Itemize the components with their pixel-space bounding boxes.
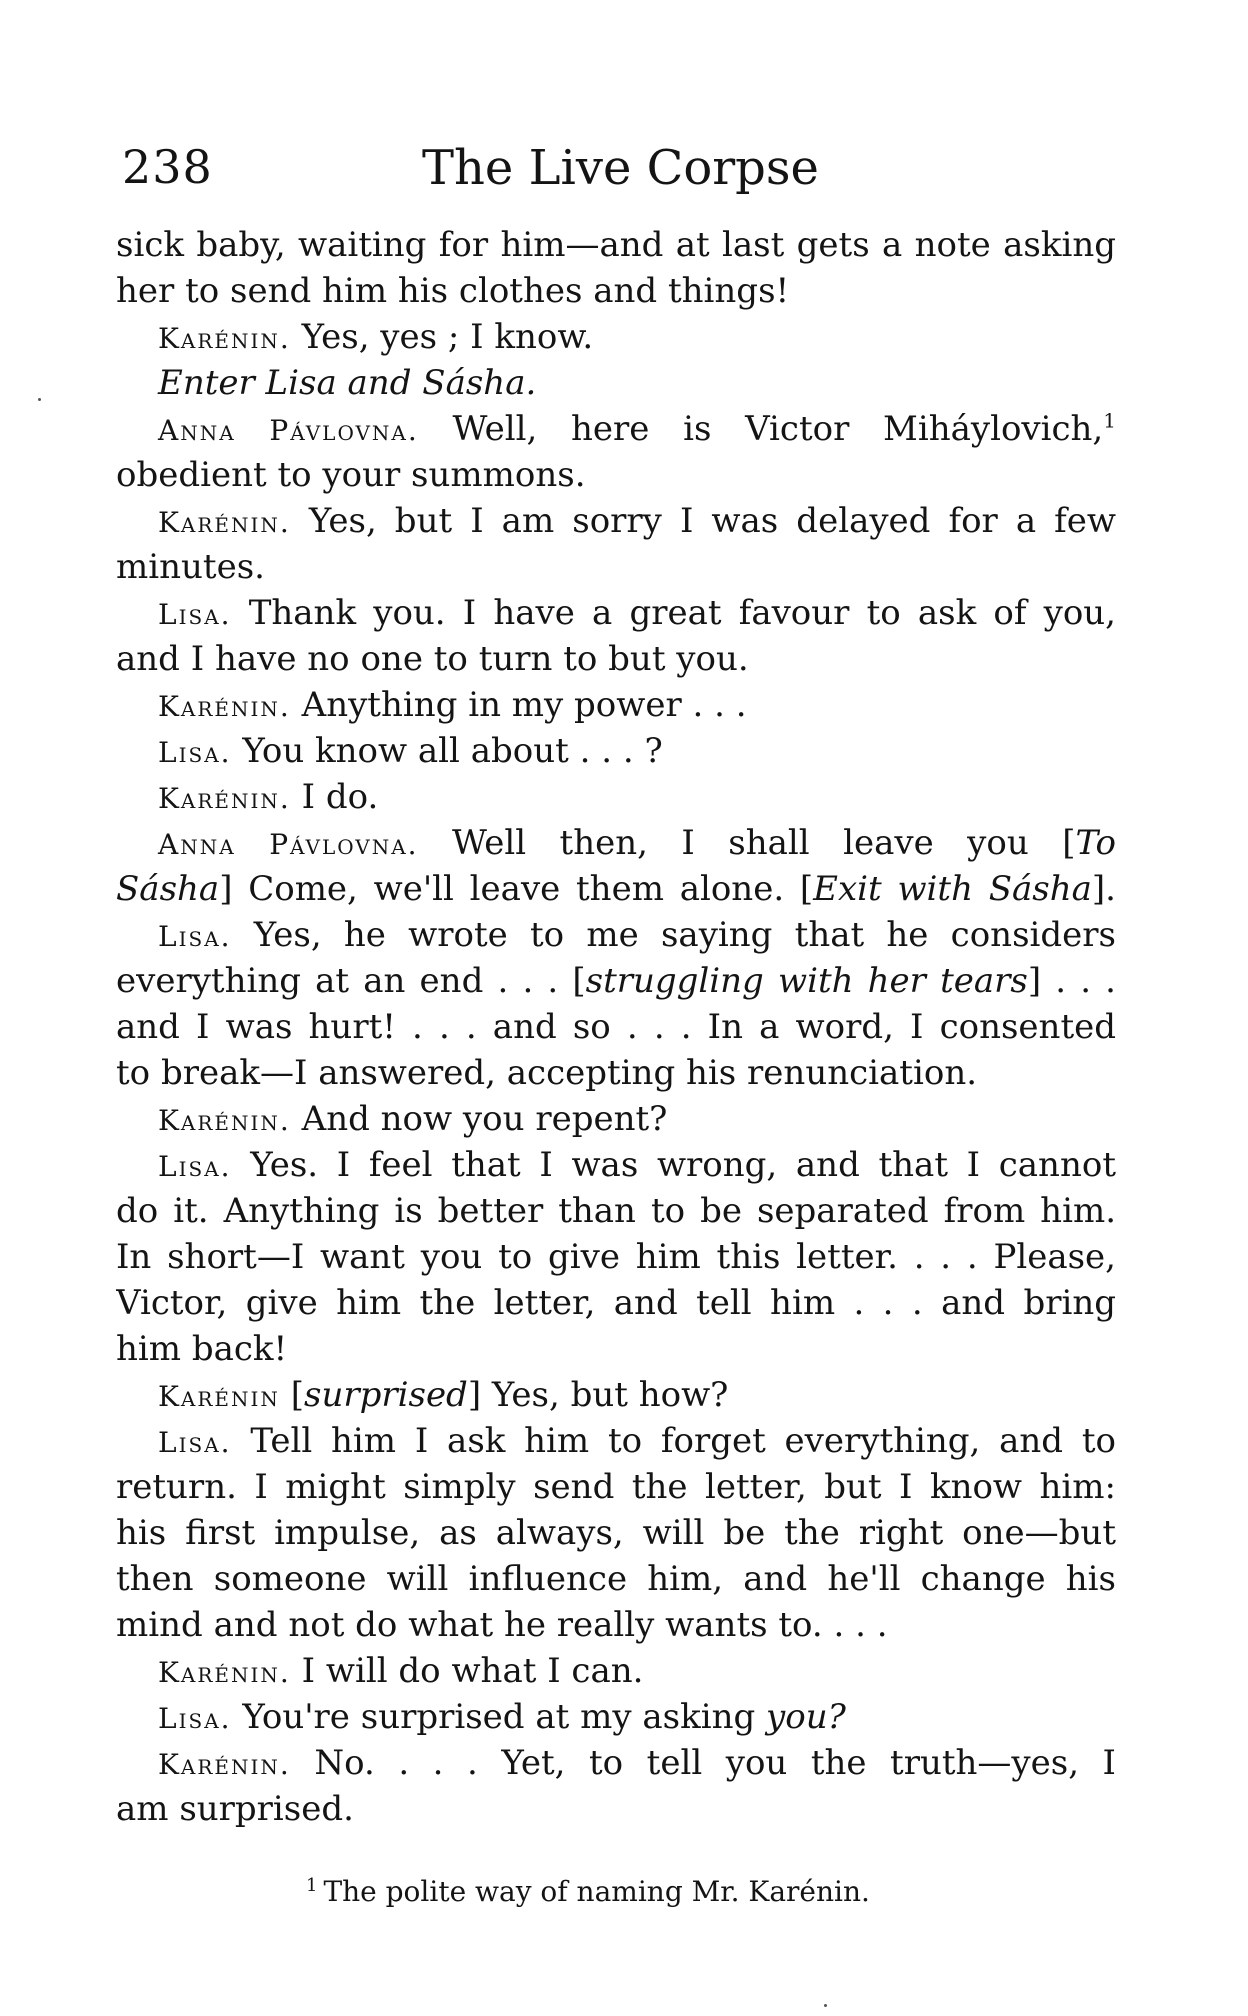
text-line (116, 314, 1116, 360)
text-line (116, 866, 1116, 912)
dialogue-text: Yes, he wrote to me saying that he considers (231, 915, 1116, 955)
text-line (116, 1464, 1116, 1510)
text-line (116, 1694, 1116, 1740)
dialogue-text: to break—I answered, accepting his renunciation. (116, 1053, 978, 1093)
text-line (116, 774, 1116, 820)
text-line (116, 1510, 1116, 1556)
dialogue-text: return. I might simply send the letter, but I know him: (116, 1467, 1116, 1507)
print-speck (38, 398, 41, 401)
speaker-name: Lisa. (158, 1702, 232, 1735)
text-line (116, 1602, 1116, 1648)
dialogue-text: Yes, yes ; I know. (290, 317, 594, 357)
speaker-name: Karénin. (158, 506, 291, 539)
text-line (116, 360, 1116, 406)
speaker-name: Lisa. (158, 1150, 232, 1183)
dialogue-text: Thank you. I have a great favour to ask of you, (231, 593, 1116, 633)
speaker-name: Anna Pávlovna. (158, 414, 419, 447)
dialogue-text: ] Come, we'll leave them alone. [ (219, 869, 814, 909)
text-line (116, 406, 1116, 452)
text-line (116, 1234, 1116, 1280)
dialogue-text: and I have no one to turn to but you. (116, 639, 749, 679)
dialogue-text: then someone will influence him, and he'll change his (116, 1559, 1116, 1599)
footnote-text: The polite way of naming Mr. Karénin. (323, 1875, 870, 1908)
stage-direction: Enter Lisa and Sásha. (158, 363, 537, 403)
speaker-name: Karénin. (158, 322, 291, 355)
text-line (116, 1142, 1116, 1188)
dialogue-text: sick baby, waiting for him—and at last gets a note asking (116, 225, 1116, 265)
dialogue-text: I do. (290, 777, 379, 817)
text-line (116, 498, 1116, 544)
dialogue-text: I will do what I can. (290, 1651, 644, 1691)
page-number: 238 (122, 140, 213, 194)
stage-direction: Sásha (116, 869, 220, 909)
footnote-mark: 1 (306, 1874, 318, 1896)
text-line (116, 1372, 1116, 1418)
speaker-name: Karénin. (158, 1748, 291, 1781)
dialogue-text: You're surprised at my asking (231, 1697, 767, 1737)
text-line (116, 1188, 1116, 1234)
text-line (116, 452, 1116, 498)
dialogue-text: her to send him his clothes and things! (116, 271, 790, 311)
play-text (116, 222, 1116, 1832)
dialogue-text: him back! (116, 1329, 288, 1369)
dialogue-text: And now you repent? (290, 1099, 668, 1139)
footnote-ref: 1 (1103, 408, 1116, 433)
dialogue-text: obedient to your summons. (116, 455, 586, 495)
text-line (116, 1786, 1116, 1832)
dialogue-text: Yes, but I am sorry I was delayed for a few (290, 501, 1116, 541)
dialogue-text: Well, here is Victor Miháylovich, (418, 409, 1104, 449)
dialogue-text: minutes. (116, 547, 265, 587)
speaker-name: Karénin. (158, 782, 291, 815)
text-line (116, 682, 1116, 728)
dialogue-text: In short—I want you to give him this letter. . . . Please, (116, 1237, 1116, 1277)
speaker-name: Karénin. (158, 690, 291, 723)
stage-direction: struggling with her tears (585, 961, 1028, 1001)
text-line (116, 1280, 1116, 1326)
text-line (116, 912, 1116, 958)
stage-direction: Exit with Sásha (813, 869, 1092, 909)
dialogue-text: No. . . . Yet, to tell you the truth—yes, I (290, 1743, 1116, 1783)
text-line (116, 1004, 1116, 1050)
text-line (116, 820, 1116, 866)
running-title: The Live Corpse (422, 140, 819, 196)
text-line (116, 1556, 1116, 1602)
dialogue-text: You know all about . . . ? (231, 731, 663, 771)
dialogue-text: everything at an end . . . [ (116, 961, 586, 1001)
print-speck (824, 2004, 827, 2007)
text-line (116, 1740, 1116, 1786)
text-line (116, 544, 1116, 590)
dialogue-text: Victor, give him the letter, and tell him . . . and bring (116, 1283, 1116, 1323)
speaker-name: Lisa. (158, 598, 232, 631)
stage-direction: surprised (304, 1375, 468, 1415)
footnote (306, 1872, 1106, 1912)
text-line (116, 590, 1116, 636)
text-line (116, 1648, 1116, 1694)
running-header (122, 140, 1122, 200)
text-line (116, 728, 1116, 774)
dialogue-text: ] . . . (1027, 961, 1116, 1001)
dialogue-text: Tell him I ask him to forget everything, and to (231, 1421, 1116, 1461)
speaker-name: Lisa. (158, 920, 232, 953)
speaker-name: Anna Pávlovna. (158, 828, 419, 861)
speaker-name: Karénin. (158, 1104, 291, 1137)
text-line (116, 958, 1116, 1004)
text-line (116, 1418, 1116, 1464)
stage-direction: To (1075, 823, 1116, 863)
text-line (116, 1096, 1116, 1142)
speaker-name: Karénin (158, 1380, 280, 1413)
text-line (116, 1326, 1116, 1372)
dialogue-text: ] Yes, but how? (467, 1375, 729, 1415)
dialogue-text: Yes. I feel that I was wrong, and that I cannot (231, 1145, 1116, 1185)
text-line (116, 636, 1116, 682)
dialogue-text: Well then, I shall leave you [ (418, 823, 1076, 863)
speaker-name: Karénin. (158, 1656, 291, 1689)
text-line (116, 222, 1116, 268)
stage-direction: you? (766, 1697, 846, 1737)
dialogue-text: Anything in my power . . . (290, 685, 747, 725)
text-line (116, 1050, 1116, 1096)
speaker-name: Lisa. (158, 1426, 232, 1459)
dialogue-text: do it. Anything is better than to be separated from him. (116, 1191, 1116, 1231)
dialogue-text: [ (279, 1375, 304, 1415)
dialogue-text: his first impulse, as always, will be the right one—but (116, 1513, 1116, 1553)
text-line (116, 268, 1116, 314)
dialogue-text: am surprised. (116, 1789, 354, 1829)
dialogue-text: and I was hurt! . . . and so . . . In a word, I consented (116, 1007, 1116, 1047)
speaker-name: Lisa. (158, 736, 232, 769)
dialogue-text: mind and not do what he really wants to. . . . (116, 1605, 888, 1645)
dialogue-text: ]. (1091, 869, 1116, 909)
